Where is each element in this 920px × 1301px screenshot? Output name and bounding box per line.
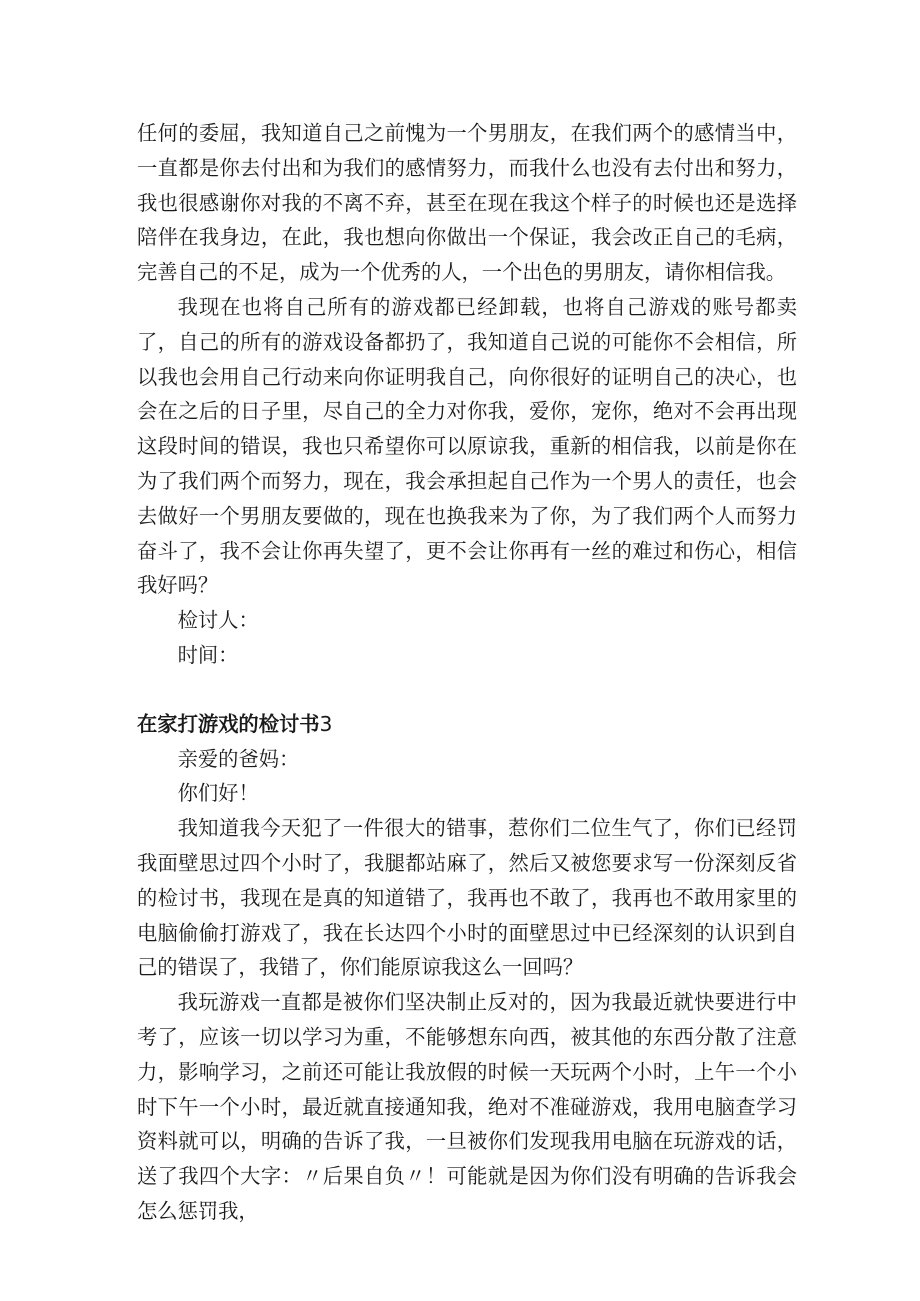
salutation: 亲爱的爸妈： — [177, 746, 300, 771]
paragraph-apology: 我知道我今天犯了一件很大的错事，惹你们二位生气了，你们已经罚我面壁思过四个小时了，我腿都站麻了，然后又被您要求写一份深刻反省的检讨书，我现在是真的知道错了，我再也不敢了，我再也不敢用家里的电脑偷偷打游戏了，我在长达四个小时的面壁思过中已经深刻的认识到自己的错误了，我错了，你们能原谅我这么一回吗？ — [137, 816, 797, 980]
paragraph-gaming-rules: 我玩游戏一直都是被你们坚决制止反对的，因为我最近就快要进行中考了，应该一切以学习为重，不能够想东向西，被其他的东西分散了注意力，影响学习，之前还可能让我放假的时候一天玩两个小时，上午一个小时下午一个小时，最近就直接通知我，绝对不准碰游戏，我用电脑查学习资料就可以，明确的告诉了我，一旦被你们发现我用电脑在玩游戏的话，送了我四个大字：〃后果自负〃！可能就是因为你们没有明确的告诉我会怎么惩罚我， — [137, 990, 797, 1223]
section-number: 3 — [319, 711, 333, 736]
time-label: 时间： — [177, 642, 239, 667]
document-body — [137, 116, 797, 1229]
greeting: 你们好！ — [177, 781, 259, 806]
paragraph-uninstall-games: 我现在也将自己所有的游戏都已经卸载，也将自己游戏的账号都卖了，自己的所有的游戏设备都扔了，我知道自己说的可能你不会相信，所以我也会用自己行动来向你证明我自己，向你很好的证明自己的决心，也会在之后的日子里，尽自己的全力对你我，爱你，宠你，绝对不会再出现这段时间的错误，我也只希望你可以原谅我，重新的相信我，以前是你在为了我们两个而努力，现在，我会承担起自己作为一个男人的责任，也会去做好一个男朋友要做的，现在也换我来为了你，为了我们两个人而努力奋斗了，我不会让你再失望了，更不会让你再有一丝的难过和伤心，相信我好吗？ — [137, 294, 797, 598]
section-heading — [137, 707, 797, 742]
section-title: 在家打游戏的检讨书 — [137, 711, 320, 736]
paragraph-continuation: 任何的委屈，我知道自己之前愧为一个男朋友，在我们两个的感情当中，一直都是你去付出和为我们的感情努力，而我什么也没有去付出和努力，我也很感谢你对我的不离不弃，甚至在现在我这个样子的时候也还是选择陪伴在我身边，在此，我也想向你做出一个保证，我会改正自己的毛病，完善自己的不足，成为一个优秀的人，一个出色的男朋友，请你相信我。 — [137, 121, 797, 285]
reviewer-label: 检讨人： — [177, 608, 259, 633]
